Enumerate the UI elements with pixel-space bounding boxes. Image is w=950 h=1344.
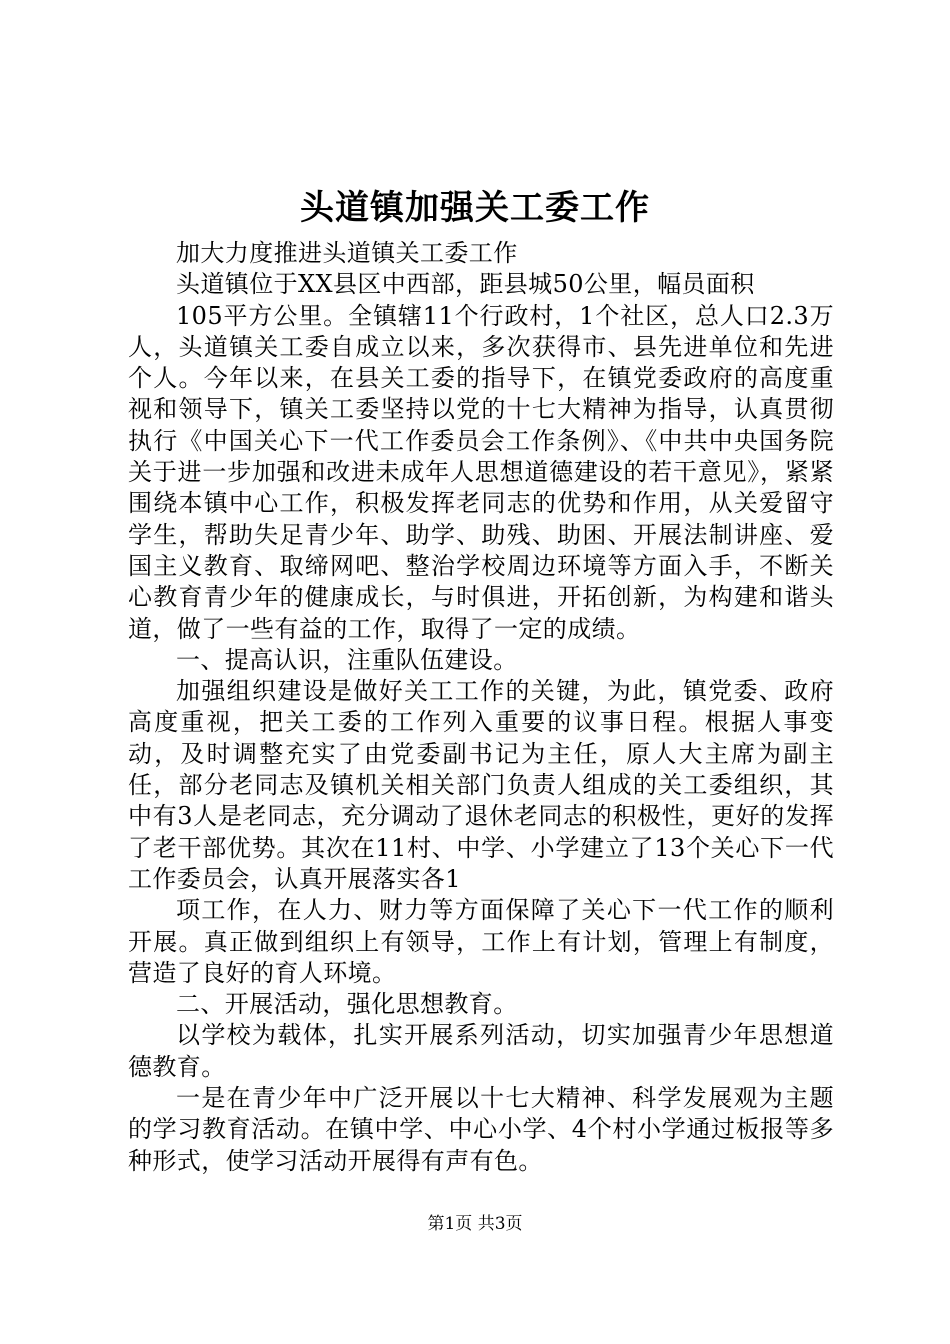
paragraph-subtitle: 加大力度推进头道镇关工委工作	[176, 239, 518, 267]
paragraph-section-2b: 一是在青少年中广泛开展以十七大精神、科学发展观为主题的学习教育活动。在镇中学、中心小学、4个村小学通过板报等多种形式，使学习活动开展得有声有色。	[128, 1084, 834, 1175]
paragraph-section-1b: 项工作，在人力、财力等方面保障了关心下一代工作的顺利开展。真正做到组织上有领导，工作上有计划，管理上有制度，营造了良好的育人环境。	[128, 896, 834, 987]
section-heading-1: 一、提高认识，注重队伍建设。	[176, 645, 518, 674]
section-heading-2: 二、开展活动，强化思想教育。	[176, 990, 518, 1019]
document-title: 头道镇加强关工委工作	[300, 188, 650, 228]
page-number: 第1页 共3页	[427, 1214, 523, 1234]
paragraph-section-1a: 加强组织建设是做好关工工作的关键，为此，镇党委、政府高度重视，把关工委的工作列入重要的议事日程。根据人事变动，及时调整充实了由党委副书记为主任，原人大主席为副主任，部分老同志及镇机关相关部门负责人组成的关工委组织，其中有3人是老同志，充分调动了退休老同志的积极性，更好的发挥了老干部优势。其次在11村、中学、小学建立了13个关心下一代工作委员会，认真开展落实各1	[128, 677, 834, 893]
paragraph-intro-1: 头道镇位于XX县区中西部，距县城50公里，幅员面积	[176, 270, 755, 299]
paragraph-intro-2: 105平方公里。全镇辖11个行政村，1个社区，总人口2.3万人，头道镇关工委自成立以来，多次获得市、县先进单位和先进个人。今年以来，在县关工委的指导下，在镇党委政府的高度重视和领导下，镇关工委坚持以党的十七大精神为指导，认真贯彻执行《中国关心下一代工作委员会工作条例》、《中共中央国务院关于进一步加强和改进未成年人思想道德建设的若干意见》，紧紧围绕本镇中心工作，积极发挥老同志的优势和作用，从关爱留守学生，帮助失足青少年、助学、助残、助困、开展法制讲座、爱国主义教育、取缔网吧、整治学校周边环境等方面入手，不断关心教育青少年的健康成长，与时俱进，开拓创新，为构建和谐头道，做了一些有益的工作，取得了一定的成绩。	[128, 301, 834, 643]
paragraph-section-2a: 以学校为载体，扎实开展系列活动，切实加强青少年思想道德教育。	[128, 1021, 834, 1081]
document-body	[128, 238, 834, 1177]
